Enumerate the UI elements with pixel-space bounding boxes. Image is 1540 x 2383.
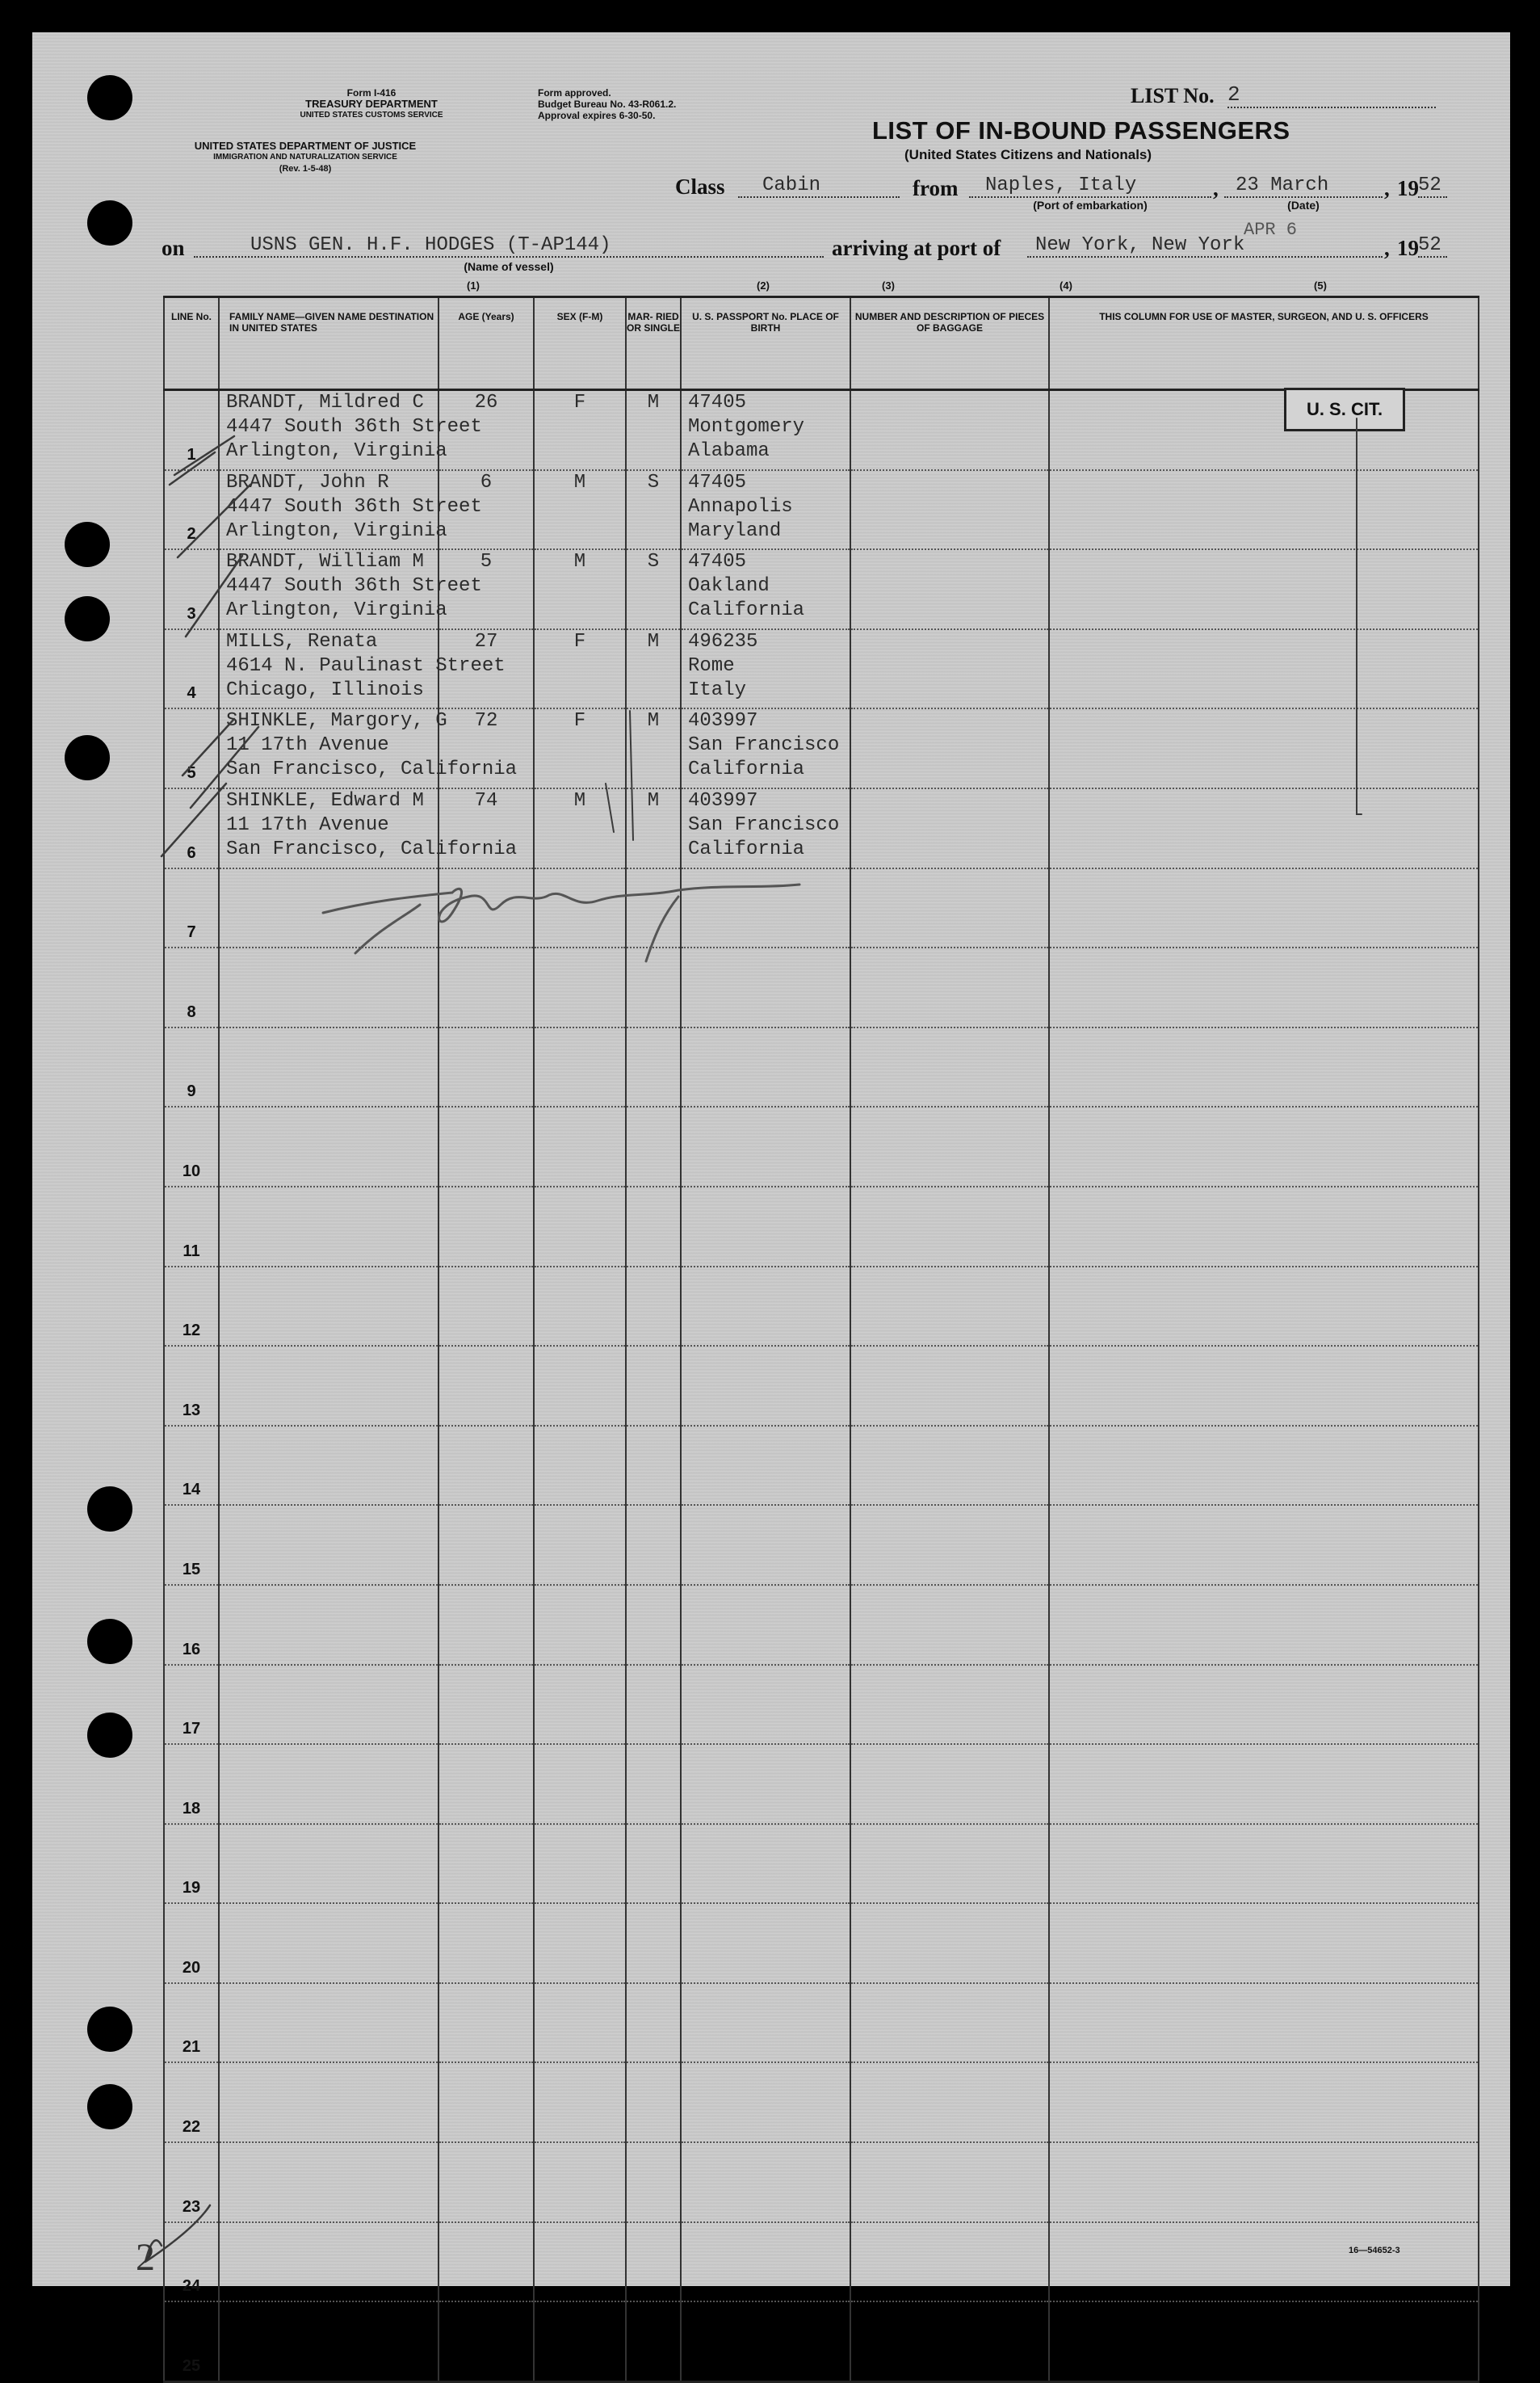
marital-cell: M bbox=[626, 390, 681, 470]
line-number: 6 bbox=[164, 788, 219, 868]
line-number: 24 bbox=[164, 2222, 219, 2302]
binder-hole bbox=[87, 200, 132, 246]
sex-cell: M bbox=[534, 788, 626, 868]
age-cell: 72 bbox=[439, 708, 534, 788]
marital-cell: M bbox=[626, 708, 681, 788]
marital-cell: S bbox=[626, 470, 681, 550]
age-cell: 27 bbox=[439, 629, 534, 709]
birth-place-city: Annapolis bbox=[688, 495, 793, 518]
checkmark-row-1 bbox=[170, 436, 234, 485]
destination-street: 4614 N. Paulinast Street bbox=[226, 654, 506, 677]
inspector-signature bbox=[323, 885, 799, 961]
line-number: 7 bbox=[164, 868, 219, 948]
checkmark-row-2 bbox=[178, 485, 250, 557]
approval-expires: Approval expires 6-30-50. bbox=[538, 110, 656, 121]
destination-street: 11 17th Avenue bbox=[226, 734, 389, 757]
passport-number: 47405 bbox=[688, 551, 747, 574]
line-number: 3 bbox=[164, 549, 219, 629]
line-number: 11 bbox=[164, 1187, 219, 1267]
header-sex: SEX (F-M) bbox=[534, 297, 626, 390]
line-number: 25 bbox=[164, 2301, 219, 2381]
binder-hole bbox=[87, 2007, 132, 2052]
line-number: 17 bbox=[164, 1665, 219, 1745]
from-label: from bbox=[913, 176, 959, 200]
sex-cell: M bbox=[534, 470, 626, 550]
list-no-label: LIST No. bbox=[1131, 84, 1215, 107]
col-number-3: (3) bbox=[882, 279, 895, 292]
form-footer-code: 16—54652-3 bbox=[1349, 2246, 1400, 2255]
birth-place-city: San Francisco bbox=[688, 813, 840, 836]
line-number: 13 bbox=[164, 1346, 219, 1426]
birth-place-state: Maryland bbox=[688, 519, 782, 542]
line-number: 15 bbox=[164, 1505, 219, 1585]
sex-cell bbox=[534, 2301, 626, 2381]
sex-cell: M bbox=[534, 549, 626, 629]
line-number: 21 bbox=[164, 1983, 219, 2063]
line-number: 9 bbox=[164, 1028, 219, 1107]
marital-cell: M bbox=[626, 629, 681, 709]
sex-cell: F bbox=[534, 629, 626, 709]
header-name-destination: FAMILY NAME—GIVEN NAME DESTINATION IN UNITED STATES bbox=[219, 297, 439, 390]
us-citizen-stamp: U. S. CIT. bbox=[1284, 388, 1405, 431]
binder-hole bbox=[87, 1619, 132, 1664]
age-cell: 74 bbox=[439, 788, 534, 868]
line-number: 5 bbox=[164, 708, 219, 788]
form-number: Form I-416 bbox=[346, 87, 397, 99]
passport-number: 47405 bbox=[688, 392, 747, 414]
col-number-2: (2) bbox=[757, 279, 770, 292]
checkmark-row-3 bbox=[186, 556, 242, 637]
binder-hole bbox=[65, 522, 110, 567]
treasury-label: TREASURY DEPARTMENT bbox=[305, 98, 438, 110]
destination-city: San Francisco, California bbox=[226, 759, 518, 781]
line-number: 4 bbox=[164, 629, 219, 709]
handwriting-overlay bbox=[32, 32, 1510, 2286]
budget-bureau: Budget Bureau No. 43-R061.2. bbox=[538, 99, 677, 110]
customs-label: UNITED STATES CUSTOMS SERVICE bbox=[300, 111, 443, 120]
destination-street: 11 17th Avenue bbox=[226, 813, 389, 836]
date-caption: (Date) bbox=[1287, 199, 1320, 212]
form-sheet bbox=[32, 32, 1510, 2375]
birth-place-state: Alabama bbox=[688, 440, 770, 462]
destination-city: Chicago, Illinois bbox=[226, 679, 424, 701]
age-cell: 26 bbox=[439, 390, 534, 470]
destination-city: Arlington, Virginia bbox=[226, 519, 447, 542]
immigration-label: IMMIGRATION AND NATURALIZATION SERVICE bbox=[213, 153, 397, 162]
birth-place-city: Oakland bbox=[688, 575, 770, 598]
arrival-port-value: New York, New York bbox=[1027, 234, 1383, 258]
passenger-name: BRANDT, Mildred C bbox=[226, 392, 424, 414]
binder-hole bbox=[65, 596, 110, 641]
binder-hole bbox=[65, 735, 110, 780]
header-married-single: MAR- RIED OR SINGLE bbox=[626, 297, 681, 390]
arrival-comma: , bbox=[1384, 236, 1390, 260]
age-cell: 6 bbox=[439, 470, 534, 550]
age-bracket-line bbox=[606, 711, 633, 840]
destination-street: 4447 South 36th Street bbox=[226, 495, 482, 518]
baggage-cell bbox=[850, 2301, 1049, 2381]
header-passport-birthplace: U. S. PASSPORT No. PLACE OF BIRTH bbox=[681, 297, 850, 390]
destination-city: San Francisco, California bbox=[226, 838, 518, 860]
margin-checkmark bbox=[145, 2205, 210, 2262]
passport-number: 403997 bbox=[688, 789, 758, 812]
destination-city: Arlington, Virginia bbox=[226, 599, 447, 622]
year-label: 19 bbox=[1397, 176, 1419, 200]
passenger-name: SHINKLE, Edward M bbox=[226, 789, 424, 812]
list-no-value: 2 bbox=[1227, 82, 1436, 108]
age-cell: 5 bbox=[439, 549, 534, 629]
port-caption: (Port of embarkation) bbox=[1033, 199, 1148, 212]
destination-city: Arlington, Virginia bbox=[226, 440, 447, 462]
header-age: AGE (Years) bbox=[439, 297, 534, 390]
line-number: 2 bbox=[164, 470, 219, 550]
name-destination-cell bbox=[219, 2301, 439, 2381]
checkmark-row-5 bbox=[183, 719, 258, 808]
birth-place-city: Rome bbox=[688, 654, 735, 677]
sex-cell: F bbox=[534, 390, 626, 470]
col-number-5: (5) bbox=[1314, 279, 1327, 292]
officer-cell bbox=[1049, 2301, 1479, 2381]
form-subtitle: (United States Citizens and Nationals) bbox=[904, 147, 1152, 162]
birth-place-state: Italy bbox=[688, 679, 747, 701]
vessel-caption: (Name of vessel) bbox=[464, 260, 554, 273]
age-cell bbox=[439, 2301, 534, 2381]
header-line-no: LINE No. bbox=[164, 297, 219, 390]
passenger-name: BRANDT, William M bbox=[226, 551, 424, 574]
arrival-date-stamp: APR 6 bbox=[1244, 220, 1298, 240]
arrival-year-label: 19 bbox=[1397, 236, 1419, 260]
line-number: 22 bbox=[164, 2062, 219, 2142]
binder-hole bbox=[87, 2084, 132, 2129]
destination-street: 4447 South 36th Street bbox=[226, 575, 482, 598]
class-label: Class bbox=[675, 174, 725, 199]
checkmark-row-6 bbox=[162, 784, 226, 856]
line-number: 20 bbox=[164, 1903, 219, 1983]
header-baggage: NUMBER AND DESCRIPTION OF PIECES OF BAGGAGE bbox=[850, 297, 1049, 390]
birth-place-city: Montgomery bbox=[688, 416, 805, 438]
line-number: 18 bbox=[164, 1744, 219, 1824]
marital-cell: S bbox=[626, 549, 681, 629]
port-of-embarkation-value: Naples, Italy bbox=[969, 174, 1211, 198]
birth-place-state: California bbox=[688, 759, 805, 781]
margin-mark: 2 bbox=[136, 2236, 155, 2279]
binder-hole bbox=[87, 75, 132, 120]
passenger-name: SHINKLE, Margory, G bbox=[226, 710, 447, 733]
arriving-label: arriving at port of bbox=[832, 236, 1001, 260]
birth-place-city: San Francisco bbox=[688, 734, 840, 757]
header-officers: THIS COLUMN FOR USE OF MASTER, SURGEON, AND U. S. OFFICERS bbox=[1049, 297, 1479, 390]
vessel-name-value: USNS GEN. H.F. HODGES (T-AP144) bbox=[194, 234, 824, 258]
class-value: Cabin bbox=[738, 174, 900, 198]
col-number-4: (4) bbox=[1060, 279, 1072, 292]
marital-cell bbox=[626, 2301, 681, 2381]
revision-label: (Rev. 1-5-48) bbox=[279, 164, 332, 174]
birth-place-state: California bbox=[688, 838, 805, 860]
line-number: 1 bbox=[164, 390, 219, 470]
binder-hole bbox=[87, 1713, 132, 1758]
date-value: 23 March bbox=[1224, 174, 1383, 198]
on-label: on bbox=[162, 236, 185, 260]
year-value: 52 bbox=[1418, 174, 1447, 198]
binder-hole bbox=[87, 1486, 132, 1532]
year-comma: , bbox=[1384, 176, 1390, 200]
table-row bbox=[164, 2301, 1479, 2381]
sex-cell: F bbox=[534, 708, 626, 788]
line-number: 16 bbox=[164, 1585, 219, 1665]
birth-place-state: California bbox=[688, 599, 805, 622]
passport-number: 496235 bbox=[688, 630, 758, 653]
line-number: 8 bbox=[164, 948, 219, 1028]
form-approved: Form approved. bbox=[538, 87, 611, 99]
form-title: LIST OF IN-BOUND PASSENGERS bbox=[872, 116, 1290, 145]
marital-cell: M bbox=[626, 788, 681, 868]
line-number: 10 bbox=[164, 1107, 219, 1187]
stamp-bracket-line bbox=[1357, 418, 1362, 814]
passport-number: 47405 bbox=[688, 471, 747, 494]
passport-number: 403997 bbox=[688, 710, 758, 733]
arrival-year-value: 52 bbox=[1418, 234, 1447, 258]
passenger-name: MILLS, Renata bbox=[226, 630, 378, 653]
line-number: 12 bbox=[164, 1267, 219, 1347]
passenger-name: BRANDT, John R bbox=[226, 471, 389, 494]
passport-cell bbox=[681, 2301, 850, 2381]
destination-street: 4447 South 36th Street bbox=[226, 416, 482, 438]
line-number: 19 bbox=[164, 1824, 219, 1904]
col-number-1: (1) bbox=[467, 279, 480, 292]
justice-label: UNITED STATES DEPARTMENT OF JUSTICE bbox=[194, 140, 417, 152]
date-comma: , bbox=[1213, 176, 1219, 200]
line-number: 23 bbox=[164, 2142, 219, 2222]
line-number: 14 bbox=[164, 1426, 219, 1506]
